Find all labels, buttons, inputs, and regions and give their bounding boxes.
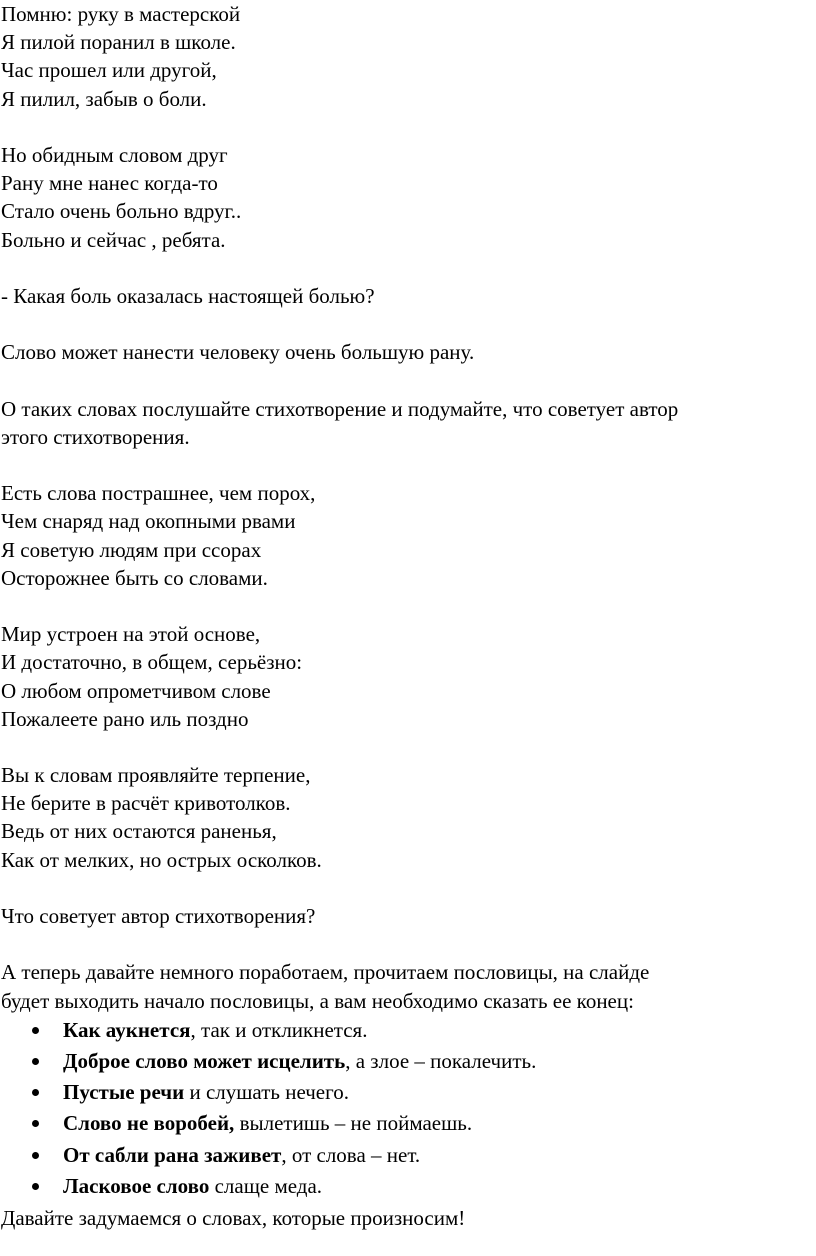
stanza-1 [1, 0, 813, 113]
poem-line: Я пилил, забыв о боли. [1, 86, 207, 111]
poem-line: Рану мне нанес когда-то [1, 171, 218, 196]
poem-line: Ведь от них остаются раненья, [1, 819, 277, 844]
spacer [1, 310, 813, 338]
poem-line: Есть слова пострашнее, чем порох, [1, 481, 316, 506]
proverb-end: , а злое – покалечить. [345, 1048, 537, 1073]
poem-line: Но обидным словом друг [1, 142, 228, 167]
proverb-start: Как аукнется [63, 1017, 191, 1042]
spacer [1, 592, 813, 620]
spacer [1, 451, 813, 479]
proverb-item [1, 1108, 813, 1139]
poem-line: Больно и сейчас , ребята. [1, 227, 226, 252]
poem-line: Я пилой поранил в школе. [1, 30, 236, 55]
proverb-end: и слушать нечего. [184, 1080, 349, 1105]
spacer [1, 874, 813, 902]
proverb-start: Слово не воробей, [63, 1111, 235, 1136]
poem-stanza-3 [1, 761, 813, 874]
question-author-advice: Что советует автор стихотворения? [1, 904, 316, 928]
poem-line: Помню: руку в мастерской [1, 2, 241, 26]
proverb-end: слаще меда. [209, 1173, 323, 1198]
proverb-end: , так и откликнется. [190, 1017, 368, 1042]
bullet-icon [32, 1027, 39, 1034]
poem-line: Мир устроен на этой основе, [1, 622, 261, 647]
bullet-icon [32, 1089, 39, 1096]
poem-line: Стало очень больно вдруг.. [1, 199, 242, 224]
poem-line: Осторожнее быть со словами. [1, 565, 268, 590]
poem-line: Час прошел или другой, [1, 58, 217, 83]
task-line: будет выходить начало пословицы, а вам необходимо сказать ее конец: [1, 988, 634, 1013]
spacer [1, 254, 813, 282]
question-pain: - Какая боль оказалась настоящей болью? [1, 283, 375, 308]
spacer [1, 113, 813, 141]
proverb-start: От сабли рана заживет [63, 1142, 282, 1167]
poem-line: Я советую людям при ссорах [1, 537, 262, 562]
proverb-start: Доброе слово может исцелить [63, 1048, 346, 1073]
bullet-icon [32, 1152, 39, 1159]
poem-line: О любом опрометчивом слове [1, 678, 271, 703]
poem-line: И достаточно, в общем, серьёзно: [1, 650, 303, 675]
bullet-icon [32, 1058, 39, 1065]
task-line: А теперь давайте немного поработаем, прочитаем пословицы, на слайде [1, 960, 650, 985]
proverb-end: , от слова – нет. [281, 1142, 421, 1167]
proverb-start: Ласковое слово [63, 1173, 210, 1198]
stanza-2 [1, 141, 813, 254]
statement-word-wound: Слово может нанести человеку очень большую рану. [1, 340, 475, 365]
poem-line: Чем снаряд над окопными рвами [1, 509, 296, 534]
proverb-item [1, 1140, 813, 1171]
instruction-line: О таких словах послушайте стихотворение и подумайте, что советует автор [1, 396, 679, 421]
closing-line: Давайте задумаемся о словах, которые произносим! [1, 1205, 466, 1230]
instruction-line: этого стихотворения. [1, 424, 190, 449]
bullet-icon [32, 1183, 39, 1190]
proverb-item [1, 1046, 813, 1077]
poem-line: Как от мелких, но острых осколков. [1, 847, 322, 872]
spacer [1, 733, 813, 761]
poem-line: Не берите в расчёт кривотолков. [1, 791, 291, 816]
proverb-list [1, 1015, 813, 1202]
proverb-start: Пустые речи [63, 1080, 185, 1105]
proverb-item [1, 1077, 813, 1108]
poem-stanza-1 [1, 479, 813, 592]
spacer [1, 930, 813, 958]
bullet-icon [32, 1120, 39, 1127]
proverb-item [1, 1171, 813, 1202]
spacer [1, 366, 813, 394]
poem-line: Пожалеете рано иль поздно [1, 706, 249, 731]
proverb-end: вылетишь – не поймаешь. [234, 1111, 473, 1136]
poem-line: Вы к словам проявляйте терпение, [1, 763, 311, 788]
poem-stanza-2 [1, 620, 813, 733]
proverb-item [1, 1015, 813, 1046]
document-body [1, 0, 813, 1232]
